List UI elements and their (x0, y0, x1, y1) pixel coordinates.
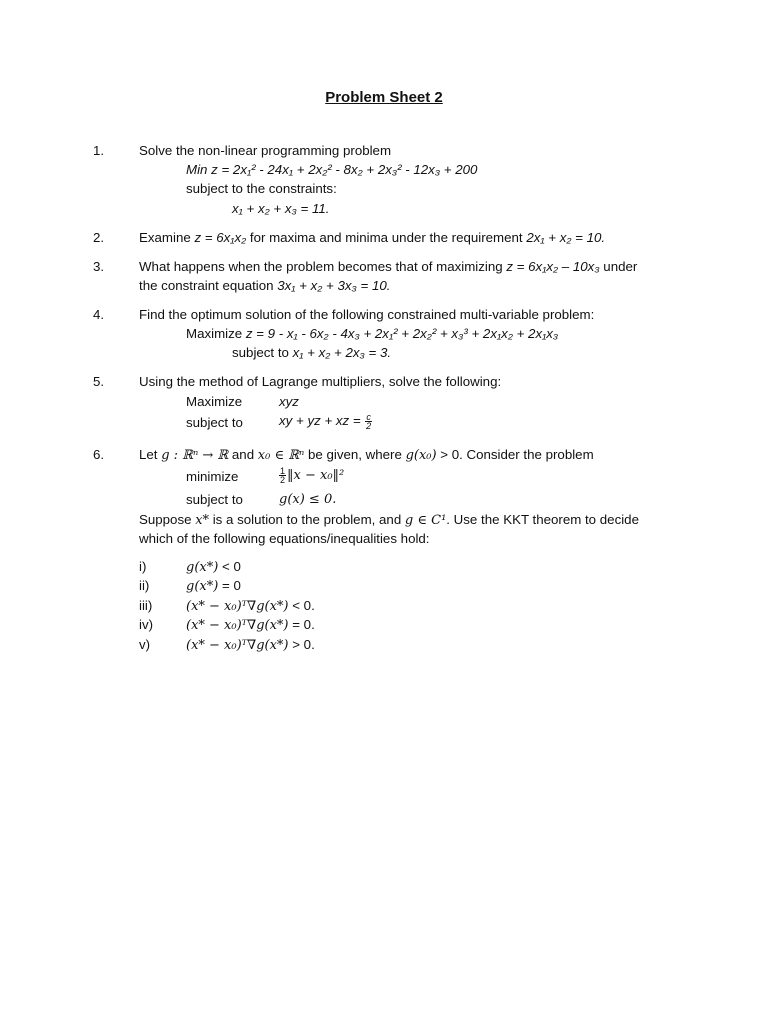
problem-2-requirement: 2x₁ + x₂ = 10. (526, 230, 606, 245)
option-3-label: iii) (139, 598, 153, 613)
problem-6-suppose-g: g ∈ C¹ (404, 513, 447, 528)
option-1 (186, 559, 241, 576)
problem-2-text-a: Examine (139, 230, 195, 245)
problem-5-number: 5. (93, 374, 105, 389)
option-3 (186, 598, 315, 615)
problem-3-line-1 (139, 259, 637, 275)
problem-6-min-label: minimize (186, 469, 239, 484)
problem-5-st-label: subject to (186, 415, 243, 430)
problem-5-st-expr-line (279, 413, 373, 430)
option-4-label: iv) (139, 617, 154, 632)
option-4 (186, 617, 315, 634)
problem-4-constraint-label: subject to (232, 345, 293, 360)
problem-6-suppose-x: x* (195, 513, 210, 528)
problem-1-constraint: x₁ + x₂ + x₃ = 11. (232, 201, 330, 216)
problem-6-let-given: be given, where (304, 447, 406, 462)
option-5-expr: (x* − x₀)ᵀ∇g(x*) (186, 638, 289, 653)
option-4-rel: = 0. (288, 617, 315, 632)
problem-5-text: Using the method of Lagrange multipliers, solve the following: (139, 374, 502, 389)
option-3-rel: < 0. (288, 598, 315, 613)
problem-4-text: Find the optimum solution of the following constrained multi-variable problem: (139, 307, 595, 322)
problem-6-let-and: and (228, 447, 258, 462)
problem-6-let-g: g (161, 448, 170, 463)
problem-4-objective-line (186, 326, 558, 342)
problem-4-objective: z = 9 - x₁ - 6x₂ - 4x₃ + 2x₁² + 2x₂² + x₃³ + 2x₁x₂ + 2x₁x₃ (245, 326, 559, 341)
problem-1-constraint-intro: subject to the constraints: (186, 181, 337, 196)
problem-6-let-x0: x₀ ∈ ℝⁿ (257, 448, 305, 463)
problem-3-line-2 (139, 278, 390, 294)
problem-4-number: 4. (93, 307, 105, 322)
problem-6-which-line: which of the following equations/inequalities hold: (139, 531, 430, 546)
problem-1-number: 1. (93, 143, 105, 158)
problem-6-st-expr: g(x) ≤ 0. (279, 492, 337, 507)
option-2-expr: g(x*) (186, 579, 219, 594)
option-5 (186, 637, 315, 654)
page-title: Problem Sheet 2 (325, 89, 443, 106)
option-2-label: ii) (139, 578, 150, 593)
option-2 (186, 578, 241, 595)
problem-6-st-label: subject to (186, 492, 243, 507)
problem-5-max-expr: xyz (279, 394, 299, 409)
problem-1-text: Solve the non-linear programming problem (139, 143, 392, 158)
problem-6-suppose-b: is a solution to the problem, and (209, 512, 405, 527)
problem-5-fraction (365, 413, 372, 430)
problem-6-suppose-c: . Use the KKT theorem to decide (446, 512, 639, 527)
problem-2-expr: z = 6x₁x₂ (194, 230, 247, 245)
problem-3-text-b: under (599, 259, 638, 274)
problem-2-text (139, 230, 605, 246)
problem-3-line2-a: the constraint equation (139, 278, 278, 293)
option-5-rel: > 0. (288, 637, 315, 652)
problem-5-frac-num: c (366, 412, 371, 422)
problem-6-let-end: > 0. Consider the problem (436, 447, 594, 462)
problem-6-let-a: Let (139, 447, 162, 462)
problem-6-suppose-line (139, 512, 639, 529)
problem-6-number: 6. (93, 447, 105, 462)
problem-4-constraint-line (232, 345, 391, 361)
problem-6-let-map: : ℝⁿ → ℝ (169, 448, 229, 463)
problem-6-let-gx0: g(x₀) (405, 448, 437, 463)
problem-6-min-expr: ‖x − x₀‖² (287, 468, 345, 484)
problem-6-min-expr-line (278, 467, 344, 484)
problem-3-text-a: What happens when the problem becomes that of maximizing (139, 259, 507, 274)
problem-2-text-b: for maxima and minima under the requirement (246, 230, 527, 245)
problem-5-frac-den: 2 (366, 421, 372, 431)
problem-5-st-expr: xy + yz + xz = (279, 413, 365, 429)
option-5-label: v) (139, 637, 151, 652)
problem-6-suppose-a: Suppose (139, 512, 196, 527)
problem-3-constraint: 3x₁ + x₂ + 3x₃ = 10. (277, 278, 391, 293)
option-2-rel: = 0 (218, 578, 241, 593)
option-1-label: i) (139, 559, 147, 574)
problem-6-let-line (139, 447, 594, 464)
option-3-expr: (x* − x₀)ᵀ∇g(x*) (186, 599, 289, 614)
problem-6-min-frac-num: 1 (280, 466, 286, 476)
problem-5-max-label: Maximize (186, 394, 243, 409)
problem-4-objective-label: Maximize (186, 326, 246, 341)
problem-6-min-fraction (279, 467, 286, 484)
problem-4-constraint: x₁ + x₂ + 2x₃ = 3. (292, 345, 392, 360)
problem-3-number: 3. (93, 259, 105, 274)
option-1-expr: g(x*) (186, 560, 219, 575)
problem-6-min-frac-den: 2 (280, 475, 286, 485)
option-4-expr: (x* − x₀)ᵀ∇g(x*) (186, 618, 289, 633)
problem-2-number: 2. (93, 230, 105, 245)
option-1-rel: < 0 (218, 559, 241, 574)
problem-3-expr: z = 6x₁x₂ – 10x₃ (506, 259, 600, 274)
problem-1-objective: Min z = 2x₁² - 24x₁ + 2x₂² - 8x₂ + 2x₃² - 12x₃ + 200 (186, 162, 478, 177)
